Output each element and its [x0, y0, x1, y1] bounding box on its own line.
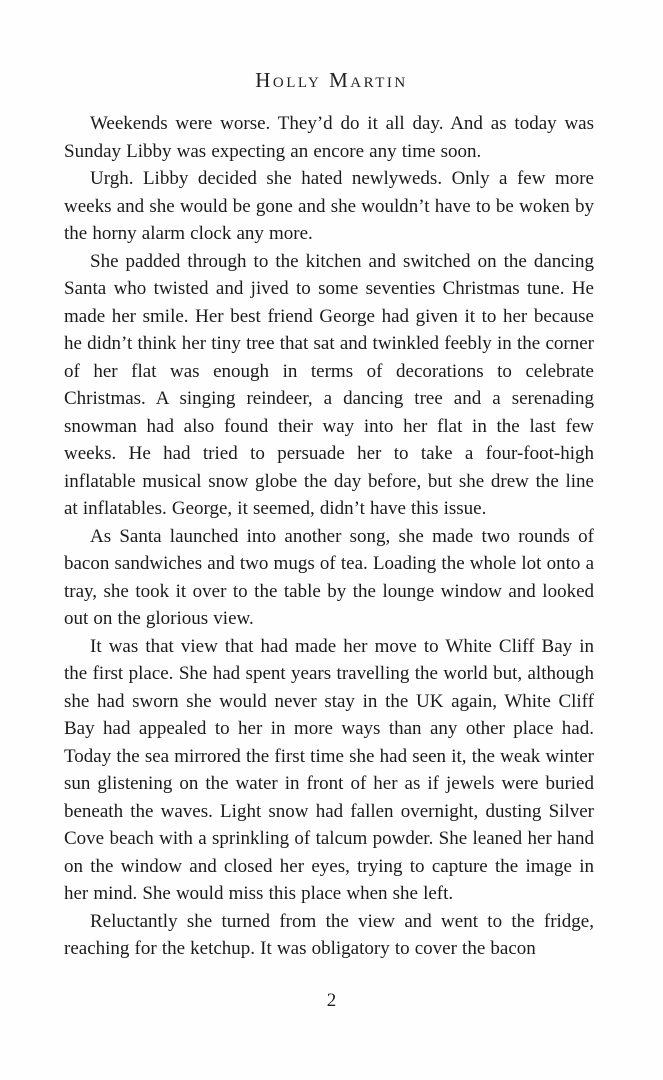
paragraph: Urgh. Libby decided she hated newlyweds. Only a few more weeks and she would be gone and she wouldn’t have to be woken by the horny alarm clock any more.	[64, 168, 594, 244]
paragraph: She padded through to the kitchen and switched on the dancing Santa who twisted and jived to some seventies Christmas tune. He made her smile. Her best friend George had given it to her because he didn’t think her tiny tree that sat and twinkled feebly in the corner of her flat was enough in terms of decorations to celebrate Christmas. A singing reindeer, a dancing tree and a serenading snowman had also found their way into her flat in the last few weeks. He had tried to persuade her to take a four-foot-high inflatable musical snow globe the day before, but she drew the line at inflatables. George, it seemed, didn’t have this issue.	[64, 250, 594, 519]
page-number: 2	[326, 990, 337, 1011]
paragraph: As Santa launched into another song, she made two rounds of bacon sandwiches and two mugs of tea. Loading the whole lot onto a tray, she took it over to the table by the lounge window and looked out on the glorious view.	[64, 525, 594, 629]
paragraph: It was that view that had made her move to White Cliff Bay in the first place. She had spent years travelling the world but, although she had sworn she would never stay in the UK again, White Cliff Bay had appealed to her in more ways than any other place had. Today the sea mirrored the first time she had seen it, the weak winter sun glistening on the water in front of her as if jewels were buried beneath the waves. Light snow had fallen overnight, dusting Silver Cove beach with a sprinkling of talcum powder. She leaned her hand on the window and closed her eyes, trying to capture the image in her mind. She would miss this place when she left.	[64, 635, 594, 904]
paragraph: Reluctantly she turned from the view and went to the fridge, reaching for the ketchup. It was obligatory to cover the bacon	[64, 910, 594, 959]
running-header-author: Holly Martin	[255, 68, 408, 92]
page-body	[64, 110, 594, 963]
paragraph: Weekends were worse. They’d do it all day. And as today was Sunday Libby was expecting an encore any time soon.	[64, 113, 594, 162]
